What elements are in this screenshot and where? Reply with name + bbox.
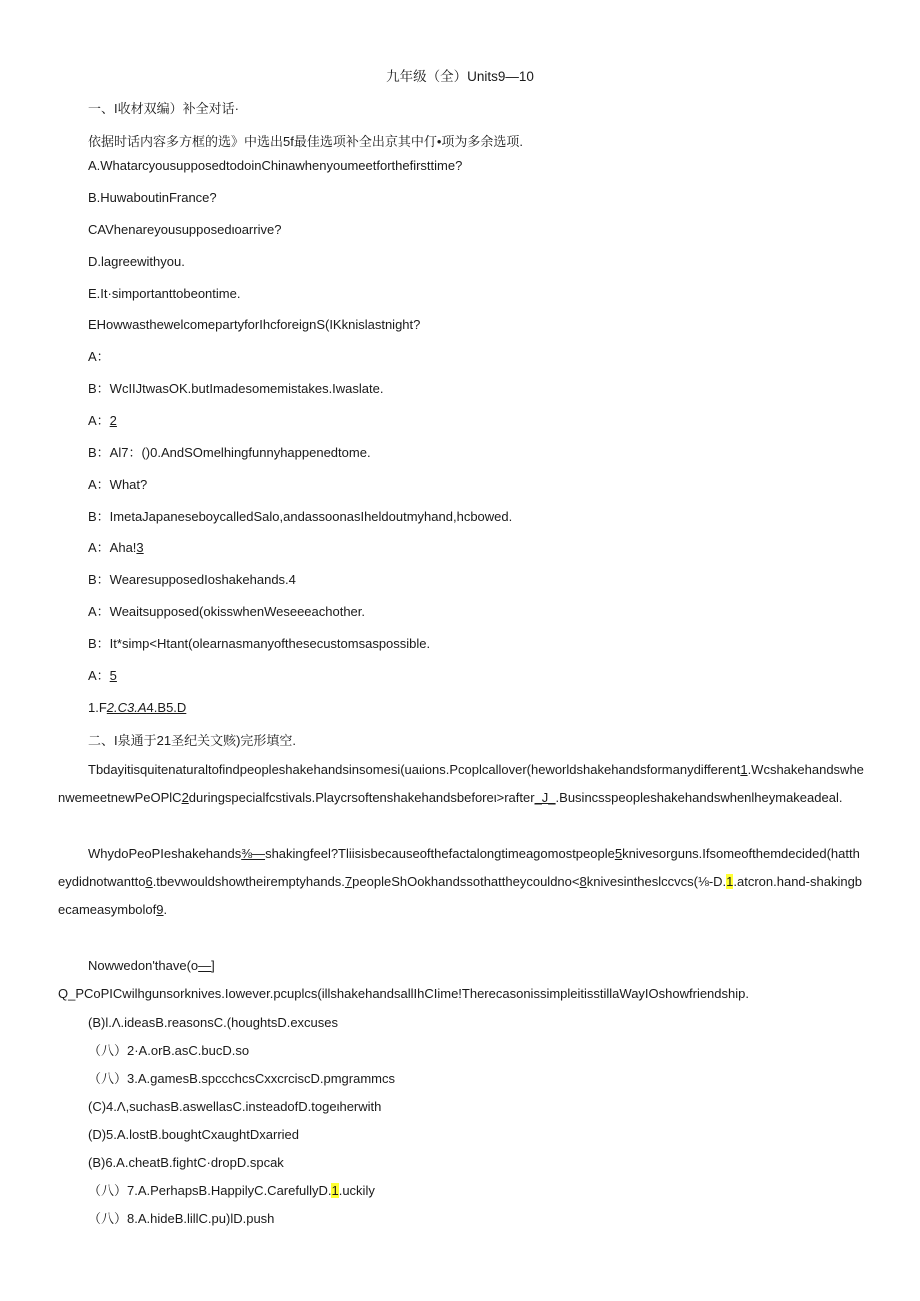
answer-2: 2.C [106,700,128,715]
dialogue-speaker: A： [88,477,110,492]
answer-1: 1.F [88,700,107,715]
dialogue-text: ImetaJapaneseboycalledSalo,andassoonasIheldoutmyhand,hcbowed. [109,509,513,524]
cloze-blank: 1 [740,762,748,777]
option-f: EHowwasthewelcomepartyforIhcforeignS(IKknislastnight? [88,317,421,332]
dialogue-speaker: A： [88,413,110,428]
page-title: 九年级（全）Units9—10 [386,69,534,84]
dialogue-text: WcIIJtwasOK.butImadesomemistakes.Iwaslate. [109,381,384,396]
choice-line: （八）7.A.PerhapsB.HappilyC.CarefullyD.1.uckily [88,1183,375,1198]
dialogue-speaker: A： [88,604,110,619]
option-b: B.HuwaboutinFrance? [88,190,217,205]
cloze-blank: ⅜— [241,846,266,861]
dialogue-speaker: B： [88,381,110,396]
dialogue-line [88,445,371,461]
dialogue-speaker: B： [88,572,110,587]
dialogue-speaker: A： [88,668,110,683]
cloze-blank: 9 [156,902,164,917]
dialogue-speaker: B： [88,636,110,651]
dialogue-text: Aha! [109,540,137,555]
option-d: D.lagreewithyou. [88,254,185,269]
dialogue-line [88,509,512,525]
dialogue-text: Weaitsupposed(okisswhenWeseeeachother. [109,604,366,619]
option-a: A.WhatarcyousupposedtodoinChinawhenyoumeetforthefirsttime? [88,158,463,173]
section1-heading: 一、I收材双编）补全对话· [88,101,239,116]
section2-heading: 二、I泉通于21圣纪关文赅)完形填空. [88,733,297,748]
cloze-blank: —] [198,958,215,973]
dialogue-line [88,604,365,620]
choice-line: (B)l.Λ.ideasB.reasonsC.(houghtsD.excuses [88,1015,339,1030]
cloze-blank: 6 [145,874,153,889]
option-c: CAVhenareyousupposedιoarrive? [88,222,282,237]
choice-line: （八）2·A.orB.asC.bucD.so [88,1043,250,1058]
dialogue-blank: 5 [109,668,117,683]
dialogue-line [88,413,117,429]
choice-line: (C)4.Λ,suchasB.aswellasC.insteadofD.togeιherwith [88,1099,382,1114]
answer-key [88,700,186,716]
option-e: E.It·simportanttobeontime. [88,286,241,301]
dialogue-blank: 3 [136,540,144,555]
dialogue-speaker: B： [88,445,110,460]
dialogue-line [88,477,147,493]
answer-4: 4.B [146,700,167,715]
cloze-blank: 8 [579,874,587,889]
dialogue-line [88,540,144,556]
cloze-paragraph-1: Tbdayitisquitenaturaltofindpeopleshakehandsinsomesi(uaιions.Pcoplcallover(heworldshakehandsformanydifferent1.WcshakehandswhenwemeetnewPeOPlC2duringspecialfcstivals.Playcrsoftenshakehandsbeforeι>rafter_J_.Busincsspeopleshakehandswhenlheymakeadeal. [58,762,864,805]
cloze-blank: _J_ [534,790,556,805]
dialogue-blank: 2 [109,413,117,428]
answer-5: 5.D [166,700,187,715]
choice-line: （八）8.A.hideB.lillC.pu)lD.push [88,1211,275,1226]
highlighted-text: 1 [726,874,734,889]
answer-3: 3.A [127,700,147,715]
highlighted-text: 1 [331,1183,339,1198]
dialogue-speaker: A： [88,540,110,555]
dialogue-speaker: A： [88,349,110,364]
dialogue-line [88,381,383,397]
dialogue-line [88,668,117,684]
dialogue-speaker: B： [88,509,110,524]
section1-instruction: 依据时话内容多方框的选》中选出5f最佳选项补全出京其中仃•项为多余选项. [88,134,524,149]
choice-line: (D)5.A.lostB.boughtCxaughtDxarried [88,1127,299,1142]
dialogue-text: It*simp<Htant(olearnasmanyofthesecustomsaspossible. [109,636,431,651]
dialogue-line [88,349,110,365]
cloze-blank: 7 [344,874,353,889]
cloze-blank: 5 [614,846,623,861]
choice-line: (B)6.A.cheatB.fightC·dropD.spcak [88,1155,284,1170]
cloze-paragraph-3: Nowwedon'thave(o—] Q_PCoPICwilhgunsorknives.Iowever.pcuplcs(illshakehandsallIhCIime!TherecasonissimpleitisstillaWayIOshowfriendship. [58,958,749,1001]
cloze-paragraph-2: WhydoPeoPIeshakehands⅜—shakingfeel?Tliisisbecauseofthefactalongtimeagomostpeople5knivesorguns.Ifsomeofthemdecided(hattheydidnotwantto6.tbevwouldshowtheiremptyhands.7peopleShOokhandssothattheycouldno<8knivesintheslccvcs(⅛-D.1.atcron.hand-shakingbecameasymbolof9. [58,846,863,917]
dialogue-line [88,572,296,588]
dialogue-text: WearesupposedIoshakehands.4 [109,572,296,587]
choice-line: （八）3.A.gamesB.spccchcsCxxcrciscD.pmgrammcs [88,1071,395,1086]
cloze-blank: 2 [181,790,189,805]
dialogue-line [88,636,430,652]
dialogue-text: Al7：()0.AndSOmelhingfunnyhappenedtome. [109,445,371,460]
dialogue-text: What? [109,477,148,492]
